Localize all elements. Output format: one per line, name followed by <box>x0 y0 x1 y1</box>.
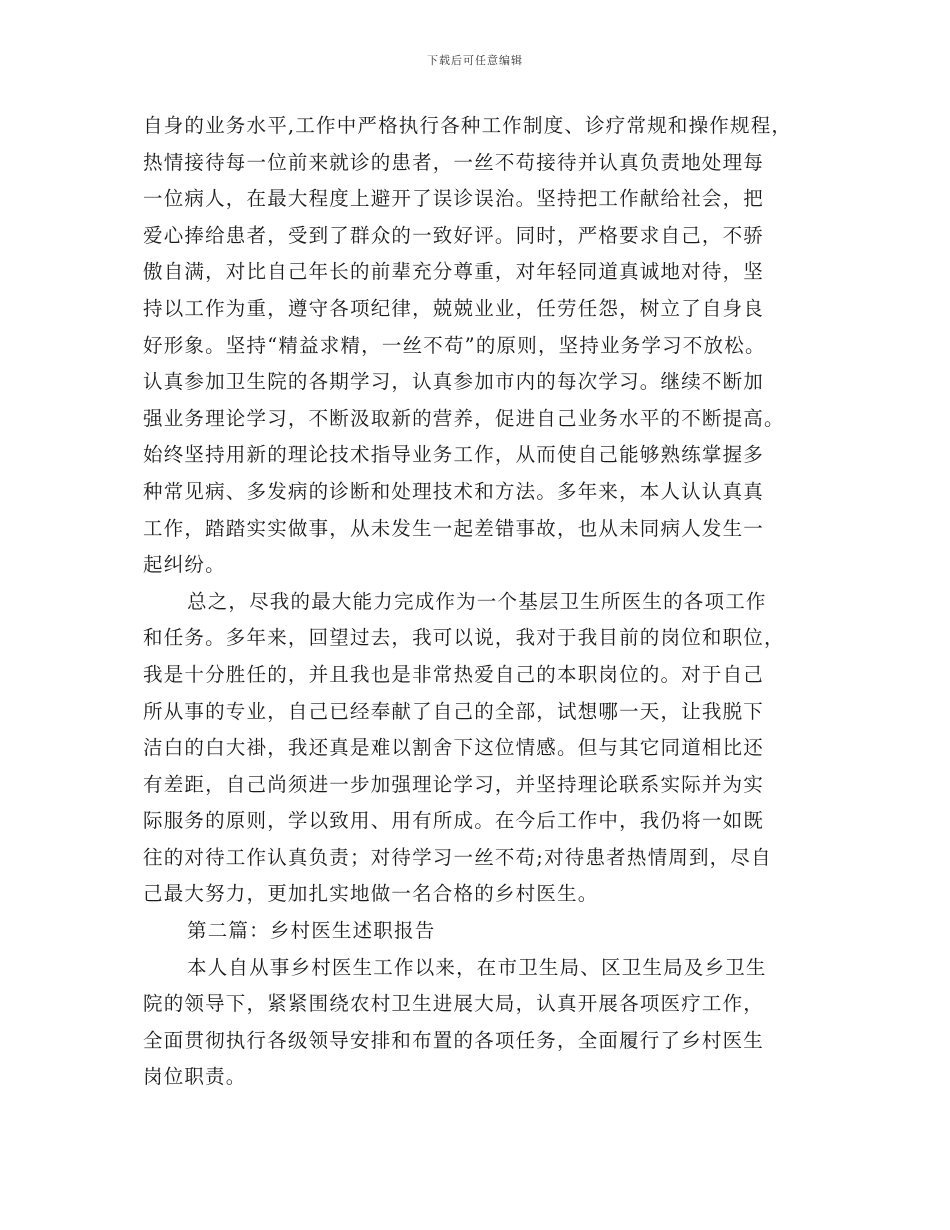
section-heading: 第二篇：乡村医生述职报告 <box>187 919 436 943</box>
text-line: 一位病人，在最大程度上避开了误诊误治。坚持把工作献给社会，把 <box>143 187 765 211</box>
text-line: 往的对待工作认真负责；对待学习一丝不苟;对待患者热情周到，尽自 <box>143 845 772 869</box>
text-line: 强业务理论学习，不断汲取新的营养，促进自己业务水平的不断提高。 <box>143 406 785 430</box>
text-line: 全面贯彻执行各级领导安排和布置的各项任务，全面履行了乡村医生 <box>143 1028 765 1052</box>
text-line: 爱心捧给患者，受到了群众的一致好评。同时，严格要求自己，不骄 <box>143 223 765 247</box>
text-line: 所从事的专业，自己已经奉献了自己的全部，试想哪一天，让我脱下 <box>143 699 765 723</box>
text-line: 院的领导下，紧紧围绕农村卫生进展大局，认真开展各项医疗工作， <box>143 992 765 1016</box>
text-line: 总之，尽我的最大能力完成作为一个基层卫生所医生的各项工作 <box>187 589 767 613</box>
text-line: 工作，踏踏实实做事，从未发生一起差错事故，也从未同病人发生一 <box>143 516 765 540</box>
text-line: 我是十分胜任的，并且我也是非常热爱自己的本职岗位的。对于自己 <box>143 662 765 686</box>
text-line: 持以工作为重，遵守各项纪律，兢兢业业，任劳任怨，树立了自身良 <box>143 296 765 320</box>
text-line: 认真参加卫生院的各期学习，认真参加市内的每次学习。继续不断加 <box>143 370 765 394</box>
page-header: 下载后可任意编辑 <box>427 54 523 67</box>
text-line: 和任务。多年来，回望过去，我可以说，我对于我目前的岗位和职位， <box>143 626 785 650</box>
text-line: 岗位职责。 <box>143 1065 247 1089</box>
text-line: 好形象。坚持“精益求精，一丝不苟”的原则，坚持业务学习不放松。 <box>143 333 766 357</box>
text-line: 有差距，自己尚须进一步加强理论学习，并坚持理论联系实际并为实 <box>143 772 765 796</box>
text-line: 本人自从事乡村医生工作以来，在市卫生局、区卫生局及乡卫生 <box>187 955 767 979</box>
text-line: 洁白的白大褂，我还真是难以割舍下这位情感。但与其它同道相比还 <box>143 736 765 760</box>
text-line: 傲自满，对比自己年长的前辈充分尊重，对年轻同道真诚地对待，坚 <box>143 260 765 284</box>
text-line: 自身的业务水平,工作中严格执行各种工作制度、诊疗常规和操作规程， <box>143 114 793 137</box>
text-line: 始终坚持用新的理论技术指导业务工作，从而使自己能够熟练掌握多 <box>143 443 765 467</box>
text-line: 热情接待每一位前来就诊的患者，一丝不苟接待并认真负责地处理每 <box>143 150 765 174</box>
text-line: 际服务的原则，学以致用、用有所成。在今后工作中，我仍将一如既 <box>143 809 765 833</box>
document-body <box>143 108 823 1096</box>
text-line: 起纠纷。 <box>143 553 226 577</box>
text-line: 己最大努力，更加扎实地做一名合格的乡村医生。 <box>143 882 599 906</box>
text-line: 种常见病、多发病的诊断和处理技术和方法。多年来，本人认认真真 <box>143 479 765 503</box>
